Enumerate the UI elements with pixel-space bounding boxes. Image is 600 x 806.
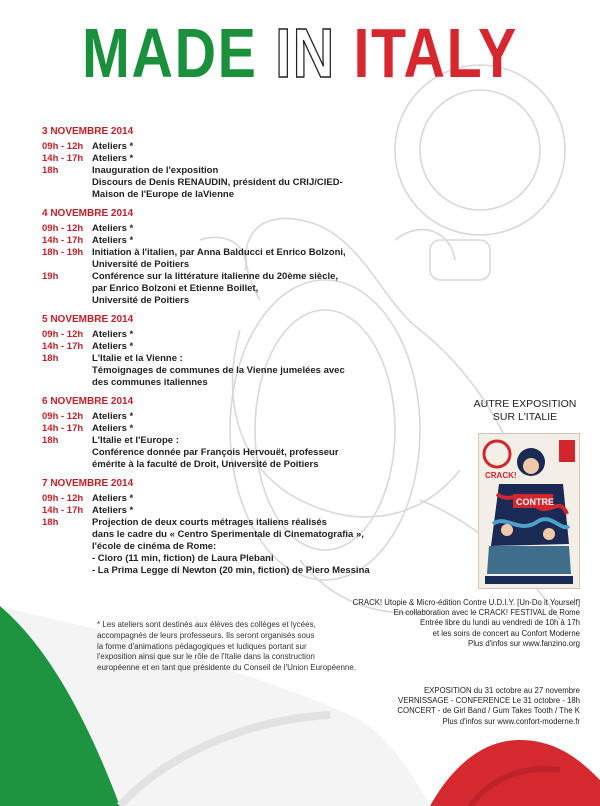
- schedule-row: [42, 493, 382, 505]
- schedule-day: [42, 314, 382, 389]
- schedule-row: [42, 411, 382, 423]
- title-italy: ITALY: [353, 14, 518, 92]
- row-description: Ateliers *: [92, 505, 134, 516]
- schedule-row: [42, 223, 382, 235]
- poster-illustration: [479, 434, 579, 588]
- row-time: 18h: [42, 165, 59, 176]
- row-description: L'Italie et l'Europe :: [92, 435, 179, 446]
- title-in: IN: [275, 14, 336, 92]
- row-description: Maison de l'Europe de laVienne: [92, 189, 234, 200]
- day-date: 7 NOVEMBRE 2014: [42, 478, 134, 489]
- row-time: 09h - 12h: [42, 329, 84, 340]
- row-time: 18h: [42, 353, 59, 364]
- note-line: européenne et en tant que présidente du Conseil de l'Union Européenne.: [97, 663, 357, 673]
- info-line: Plus d'infos sur www.confort-moderne.fr: [442, 716, 580, 726]
- schedule-row: [42, 189, 382, 201]
- row-description: Ateliers *: [92, 341, 134, 352]
- schedule-row: [42, 353, 382, 365]
- row-time: 18h: [42, 435, 59, 446]
- row-description: Ateliers *: [92, 493, 134, 504]
- day-date: 3 NOVEMBRE 2014: [42, 126, 134, 137]
- row-time: [42, 553, 92, 565]
- schedule-row: [42, 329, 382, 341]
- crack-exhibition-info: [250, 598, 580, 649]
- schedule-row: [42, 541, 382, 553]
- row-description: l'école de cinéma de Rome:: [92, 541, 217, 552]
- row-time: 09h - 12h: [42, 493, 84, 504]
- schedule-row: [42, 235, 382, 247]
- row-description: Université de Poitiers: [92, 259, 190, 270]
- schedule-row: [42, 565, 382, 577]
- schedule: [42, 126, 382, 584]
- row-description: Ateliers *: [92, 235, 134, 246]
- info-line: Entrée libre du lundi au vendredi de 10h à 17h: [420, 618, 580, 628]
- row-description: Conférence sur la littérature italienne du 20ème siècle,: [92, 271, 339, 282]
- row-time: [42, 365, 92, 377]
- schedule-row: [42, 553, 382, 565]
- schedule-row: [42, 283, 382, 295]
- row-time: 14h - 17h: [42, 423, 84, 434]
- schedule-row: [42, 295, 382, 307]
- row-description: Projection de deux courts métrages italiens réalisés: [92, 517, 327, 528]
- row-description: Conférence donnée par François Hervouët, professeur: [92, 447, 339, 458]
- exhibition-dates-info: [250, 686, 580, 727]
- row-time: 09h - 12h: [42, 411, 84, 422]
- row-time: [42, 565, 92, 577]
- row-description: par Enrico Bolzoni et Etienne Boillet,: [92, 283, 259, 294]
- row-description: Ateliers *: [92, 153, 134, 164]
- row-time: [42, 259, 92, 271]
- info-line: En collaboration avec le CRACK! FESTIVAL de Rome: [393, 608, 580, 618]
- note-line: * Les ateliers sont destinés aux élèves des collèges et lycées,: [97, 620, 316, 629]
- schedule-row: [42, 365, 382, 377]
- side-title-line2: SUR L'ITALIE: [492, 411, 558, 423]
- row-time: 14h - 17h: [42, 235, 84, 246]
- schedule-row: [42, 517, 382, 529]
- side-exhibition-title: [470, 398, 580, 424]
- schedule-row: [42, 259, 382, 271]
- schedule-row: [42, 153, 382, 165]
- row-time: [42, 447, 92, 459]
- note-line: la forme d'animations pédagogiques et ludiques portant sur: [97, 641, 307, 651]
- day-date: 6 NOVEMBRE 2014: [42, 396, 134, 407]
- info-line: CONCERT - de Girl Band / Gum Takes Tooth / The K: [397, 706, 580, 716]
- row-time: 14h - 17h: [42, 153, 84, 164]
- row-description: Inauguration de l'exposition: [92, 165, 219, 176]
- row-description: des communes italiennes: [92, 377, 208, 388]
- side-title-line1: AUTRE EXPOSITION: [473, 398, 577, 410]
- info-line: Plus d'infos sur www.fanzino.org: [468, 638, 580, 648]
- schedule-row: [42, 377, 382, 389]
- schedule-row: [42, 247, 382, 259]
- row-description: L'Italie et la Vienne :: [92, 353, 183, 364]
- exhibition-poster: [478, 433, 580, 589]
- schedule-row: [42, 435, 382, 447]
- schedule-row: [42, 177, 382, 189]
- row-description: Ateliers *: [92, 329, 134, 340]
- schedule-row: [42, 141, 382, 153]
- info-line: et les soirs de concert au Confort Moderne: [432, 628, 580, 638]
- poster-banner-text: CONTRE: [516, 497, 554, 507]
- schedule-row: [42, 271, 382, 283]
- row-time: [42, 529, 92, 541]
- row-time: 09h - 12h: [42, 141, 84, 152]
- row-description: - Cloro (11 min, fiction) de Laura Plebani: [92, 553, 274, 564]
- day-date: 4 NOVEMBRE 2014: [42, 208, 134, 219]
- schedule-row: [42, 423, 382, 435]
- row-time: [42, 459, 92, 471]
- row-time: [42, 295, 92, 307]
- row-description: Initiation à l'italien, par Anna Balducci et Enrico Bolzoni,: [92, 247, 346, 258]
- row-description: émérite à la faculté de Droit, Université de Poitiers: [92, 459, 319, 470]
- row-description: - La Prima Legge di Newton (20 min, fiction) de Piero Messina: [92, 565, 370, 576]
- schedule-row: [42, 447, 382, 459]
- schedule-row: [42, 341, 382, 353]
- schedule-row: [42, 529, 382, 541]
- schedule-row: [42, 459, 382, 471]
- poster-logo-text: CRACK!: [485, 471, 517, 480]
- row-time: 18h - 19h: [42, 247, 84, 258]
- info-line: CRACK! Utopie & Micro-édition Contre U.D.I.Y. [Un-Do it Yourself]: [352, 598, 580, 607]
- row-description: Université de Poitiers: [92, 295, 190, 306]
- info-line: EXPOSITION du 31 octobre au 27 novembre: [423, 686, 580, 695]
- row-time: 09h - 12h: [42, 223, 84, 234]
- info-line: VERNISSAGE - CONFERENCE Le 31 octobre - 18h: [398, 696, 580, 706]
- title-made: MADE: [82, 14, 258, 92]
- row-description: Ateliers *: [92, 423, 134, 434]
- page-title: [54, 14, 546, 92]
- day-date: 5 NOVEMBRE 2014: [42, 314, 134, 325]
- schedule-day: [42, 208, 382, 307]
- row-description: dans le cadre du « Centro Sperimentale di Cinematografia »,: [92, 529, 364, 540]
- schedule-day: [42, 396, 382, 471]
- row-time: 14h - 17h: [42, 341, 84, 352]
- row-description: Témoignages de communes de la Vienne jumelées avec: [92, 365, 345, 376]
- schedule-day: [42, 126, 382, 201]
- row-time: [42, 177, 92, 189]
- row-time: [42, 541, 92, 553]
- row-time: [42, 377, 92, 389]
- note-line: l'exposition ainsi que sur le rôle de l'Italie dans la construction: [97, 652, 315, 662]
- row-description: Ateliers *: [92, 223, 134, 234]
- row-time: [42, 189, 92, 201]
- row-time: 18h: [42, 517, 59, 528]
- row-description: Ateliers *: [92, 411, 134, 422]
- row-time: [42, 283, 92, 295]
- schedule-row: [42, 165, 382, 177]
- row-time: 19h: [42, 271, 59, 282]
- row-description: Discours de Denis RENAUDIN, président du CRIJ/CIED-: [92, 177, 343, 188]
- note-line: accompagnés de leurs professeurs. Ils seront organisés sous: [97, 630, 315, 640]
- schedule-day: [42, 478, 382, 577]
- row-description: Ateliers *: [92, 141, 134, 152]
- row-time: 14h - 17h: [42, 505, 84, 516]
- schedule-row: [42, 505, 382, 517]
